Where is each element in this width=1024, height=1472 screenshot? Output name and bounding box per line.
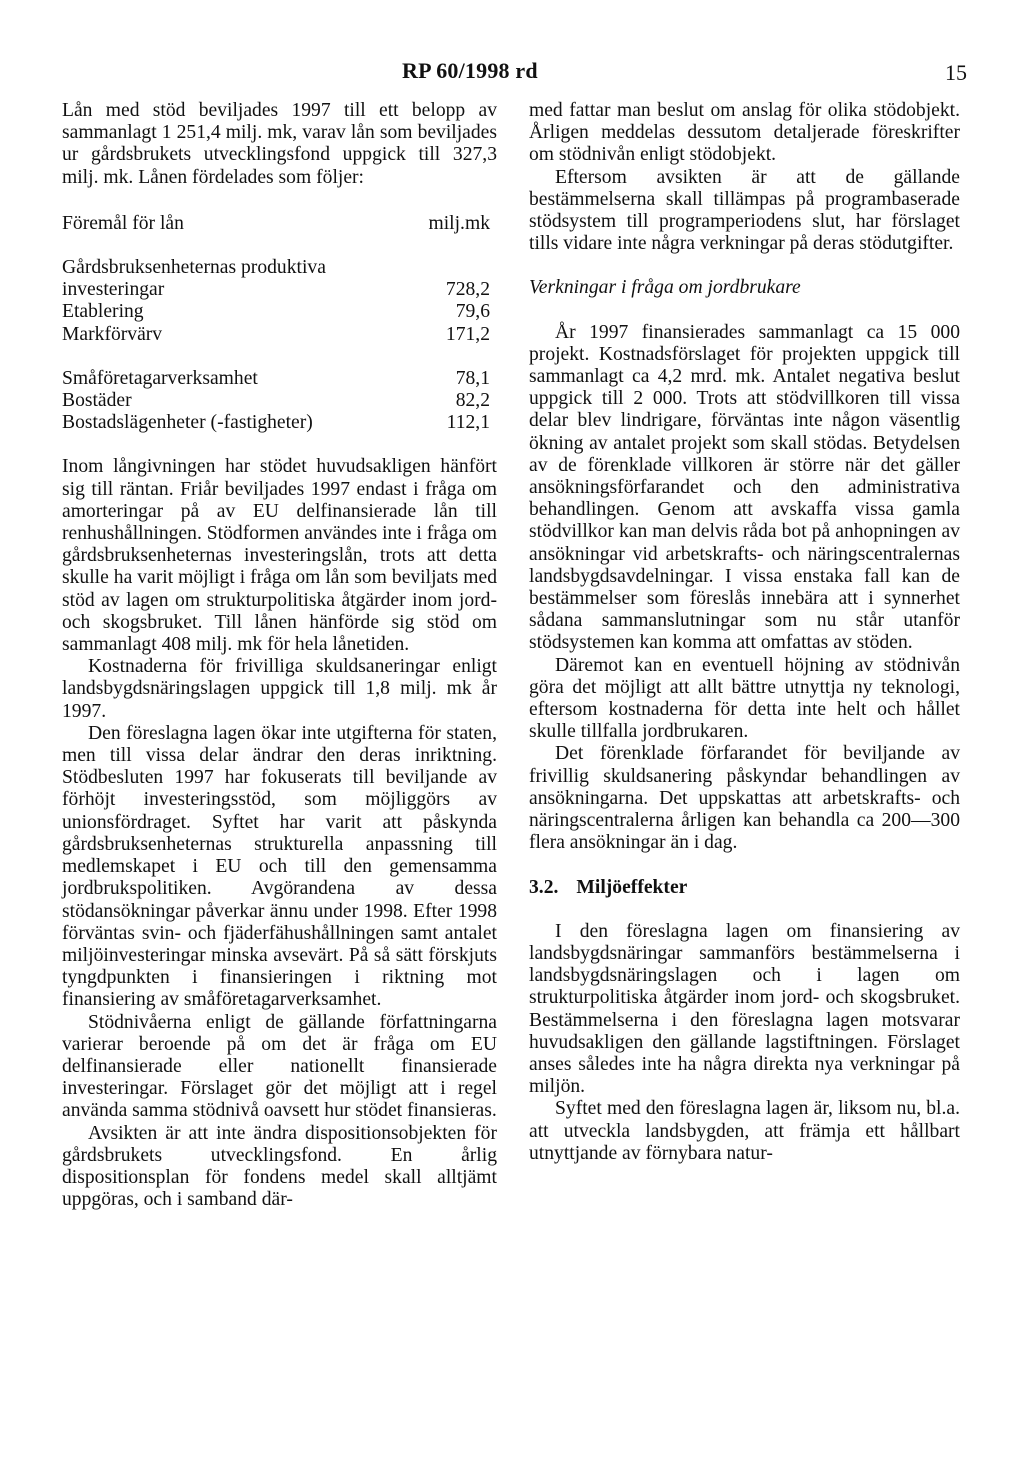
left-column: [62, 100, 497, 1211]
table-row: [62, 390, 490, 412]
table-row-label: investeringar: [62, 279, 165, 301]
body-paragraph: med fattar man beslut om anslag för olika stödobjekt. Årligen meddelas dessutom detaljerade föreskrifter om stödnivån enligt stödobjekt.: [529, 100, 960, 166]
body-paragraph: Inom långivningen har stödet huvudsakligen hänfört sig till räntan. Friår beviljades 1997 endast i fråga om amorteringar på av EU delfinansierade lån till renhushållningen. Stödformen användes inte i fråga om gårdsbruksenheternas investeringslån, trots att detta skulle ha varit möjligt i fråga om lån som beviljats med stöd av lagen om strukturpolitiska åtgärder inom jord- och skogsbruket. Till lånen hänförde sig stöd om sammanlagt 408 milj. mk för hela lånetiden.: [62, 456, 497, 656]
table-row-label: Etablering: [62, 301, 144, 323]
body-paragraph: Däremot kan en eventuell höjning av stödnivån göra det möjligt att allt bättre utnyttja ny teknologi, eftersom kostnaderna för detta inte helt och hållet skulle tillfalla jordbrukaren.: [529, 654, 960, 743]
table-header-unit: milj.mk: [428, 212, 490, 234]
body-paragraph: Den föreslagna lagen ökar inte utgifterna för staten, men till vissa delar ändrar den deras inriktning. Stödbesluten 1997 har fokuserats till beviljande av förhöjt investeringsstöd, som möjliggörs av unionsfördraget. Syftet har varit att påskynda gårdsbruksenheternas strukturella anpassning till medlemskapet i EU och till den gemensamma jordbrukspolitiken. Avgörandena av dessa stödansökningar påverkar ännu under 1998. Efter 1998 förväntas svin- och fjäderfähushållningen samt antalet miljöinvesteringar minska avsevärt. På så sätt förskjuts tyngdpunkten i finansieringen i riktning mot finansiering av småföretagarverksamhet.: [62, 722, 497, 1011]
body-paragraph: Eftersom avsikten är att de gällande bestämmelserna skall tillämpas på programbaserade stödsystem till programperiodens slut, har förslaget tills vidare inte några verkningar på deras stödutgifter.: [529, 166, 960, 255]
table-row-label: Bostäder: [62, 390, 132, 412]
table-row-value: 79,6: [455, 301, 490, 323]
table-row-value: 171,2: [445, 323, 490, 345]
section-number: 3.2.: [529, 876, 559, 898]
loan-table: [62, 213, 490, 435]
table-row: [62, 324, 490, 346]
section-title: Miljöeffekter: [576, 876, 688, 898]
table-row-label: Markförvärv: [62, 323, 163, 345]
running-title: RP 60/1998 rd: [402, 58, 538, 83]
table-row: [62, 368, 490, 390]
table-row-label: Bostadslägenheter (-fastigheter): [62, 412, 313, 434]
right-column: [529, 100, 960, 1165]
table-group-title: [62, 257, 490, 279]
body-paragraph: Kostnaderna för frivilliga skuldsaneringar enligt landsbygdsnäringslagen uppgick till 1,8 milj. mk år 1997.: [62, 656, 497, 722]
body-paragraph: Det förenklade förfarandet för beviljande av frivillig skuldsanering påskyndar behandlingen av ansökningarna. Det uppskattas att arbetskrafts- och näringscentralerna årligen kan behandla ca 200—300 flera ansökningar än i dag.: [529, 743, 960, 854]
body-paragraph: Stödnivåerna enligt de gällande författningarna varierar beroende på om det är fråga om EU delfinansierade eller nationellt finansierade investeringar. Förslaget gör det möjligt att i regel använda samma stödnivå oavsett hur stödet finansieras.: [62, 1011, 497, 1122]
table-row-value: 728,2: [445, 279, 490, 301]
body-paragraph: Avsikten är att inte ändra dispositionsobjekten för gårdsbrukets utvecklingsfond. En årlig dispositionsplan för fondens medel skall alltjämt uppgöras, och i samband där-: [62, 1122, 497, 1211]
page-header: [0, 58, 1024, 92]
body-paragraph: År 1997 finansierades sammanlagt ca 15 000 projekt. Kostnadsförslaget för projekten uppgick till sammanlagt ca 4,2 mrd. mk. Antalet negativa beslut uppgick till 2 000. Trots att stödvillkoren till vissa delar blev lindrigare, förväntas inte någon väsentlig ökning av antalet projekt som skall stödas. Betydelsen av de förenklade villkoren är större när det gäller ansökningsförfarandet och den administrativa behandlingen. Genom att avskaffa vissa gamla stödvillkor kan man delvis råda bot på anhopningen av ansökningar vid arbetskrafts- och näringscentralernas landsbygdsavdelningar. I vissa enstaka fall kan de bestämmelser som föreslås innebära att i synnerhet sådana sammanslutningar som nu står utanför stödsystemen kan komma att omfattas av stöden.: [529, 321, 960, 654]
page-number: 15: [945, 60, 967, 85]
table-row-value: 82,2: [455, 390, 490, 412]
table-group-title-label: Gårdsbruksenheternas produktiva: [62, 257, 326, 279]
table-row-value: 78,1: [455, 367, 490, 389]
table-row: [62, 412, 490, 434]
body-paragraph: I den föreslagna lagen om finansiering av landsbygdsnäringar sammanförs bestämmelserna i landsbygdsnäringslagen och i lagen om strukturpolitiska åtgärder inom jord- och skogsbruket. Bestämmelserna i den föreslagna lagen motsvarar huvudsakligen den gällande lagstiftningen. Förslaget anses således inte ha några direkta nya verkningar på miljön.: [529, 920, 960, 1098]
section-heading: [529, 877, 960, 899]
subheading: Verkningar i fråga om jordbrukare: [529, 277, 801, 299]
table-row: [62, 301, 490, 323]
body-paragraph: Syftet med den föreslagna lagen är, liksom nu, bl.a. att utveckla landsbygden, att främja ett hållbart utnyttjande av förnybara natur-: [529, 1098, 960, 1164]
table-row-value: 112,1: [446, 412, 490, 434]
table-header-label: Föremål för lån: [62, 212, 184, 234]
table-header-row: [62, 213, 490, 235]
table-row: [62, 279, 490, 301]
table-row-label: Småföretagarverksamhet: [62, 367, 258, 389]
intro-paragraph: Lån med stöd beviljades 1997 till ett belopp av sammanlagt 1 251,4 milj. mk, varav lån som beviljades ur gårdsbrukets utvecklingsfond uppgick till 327,3 milj. mk. Lånen fördelades som följer:: [62, 100, 497, 188]
